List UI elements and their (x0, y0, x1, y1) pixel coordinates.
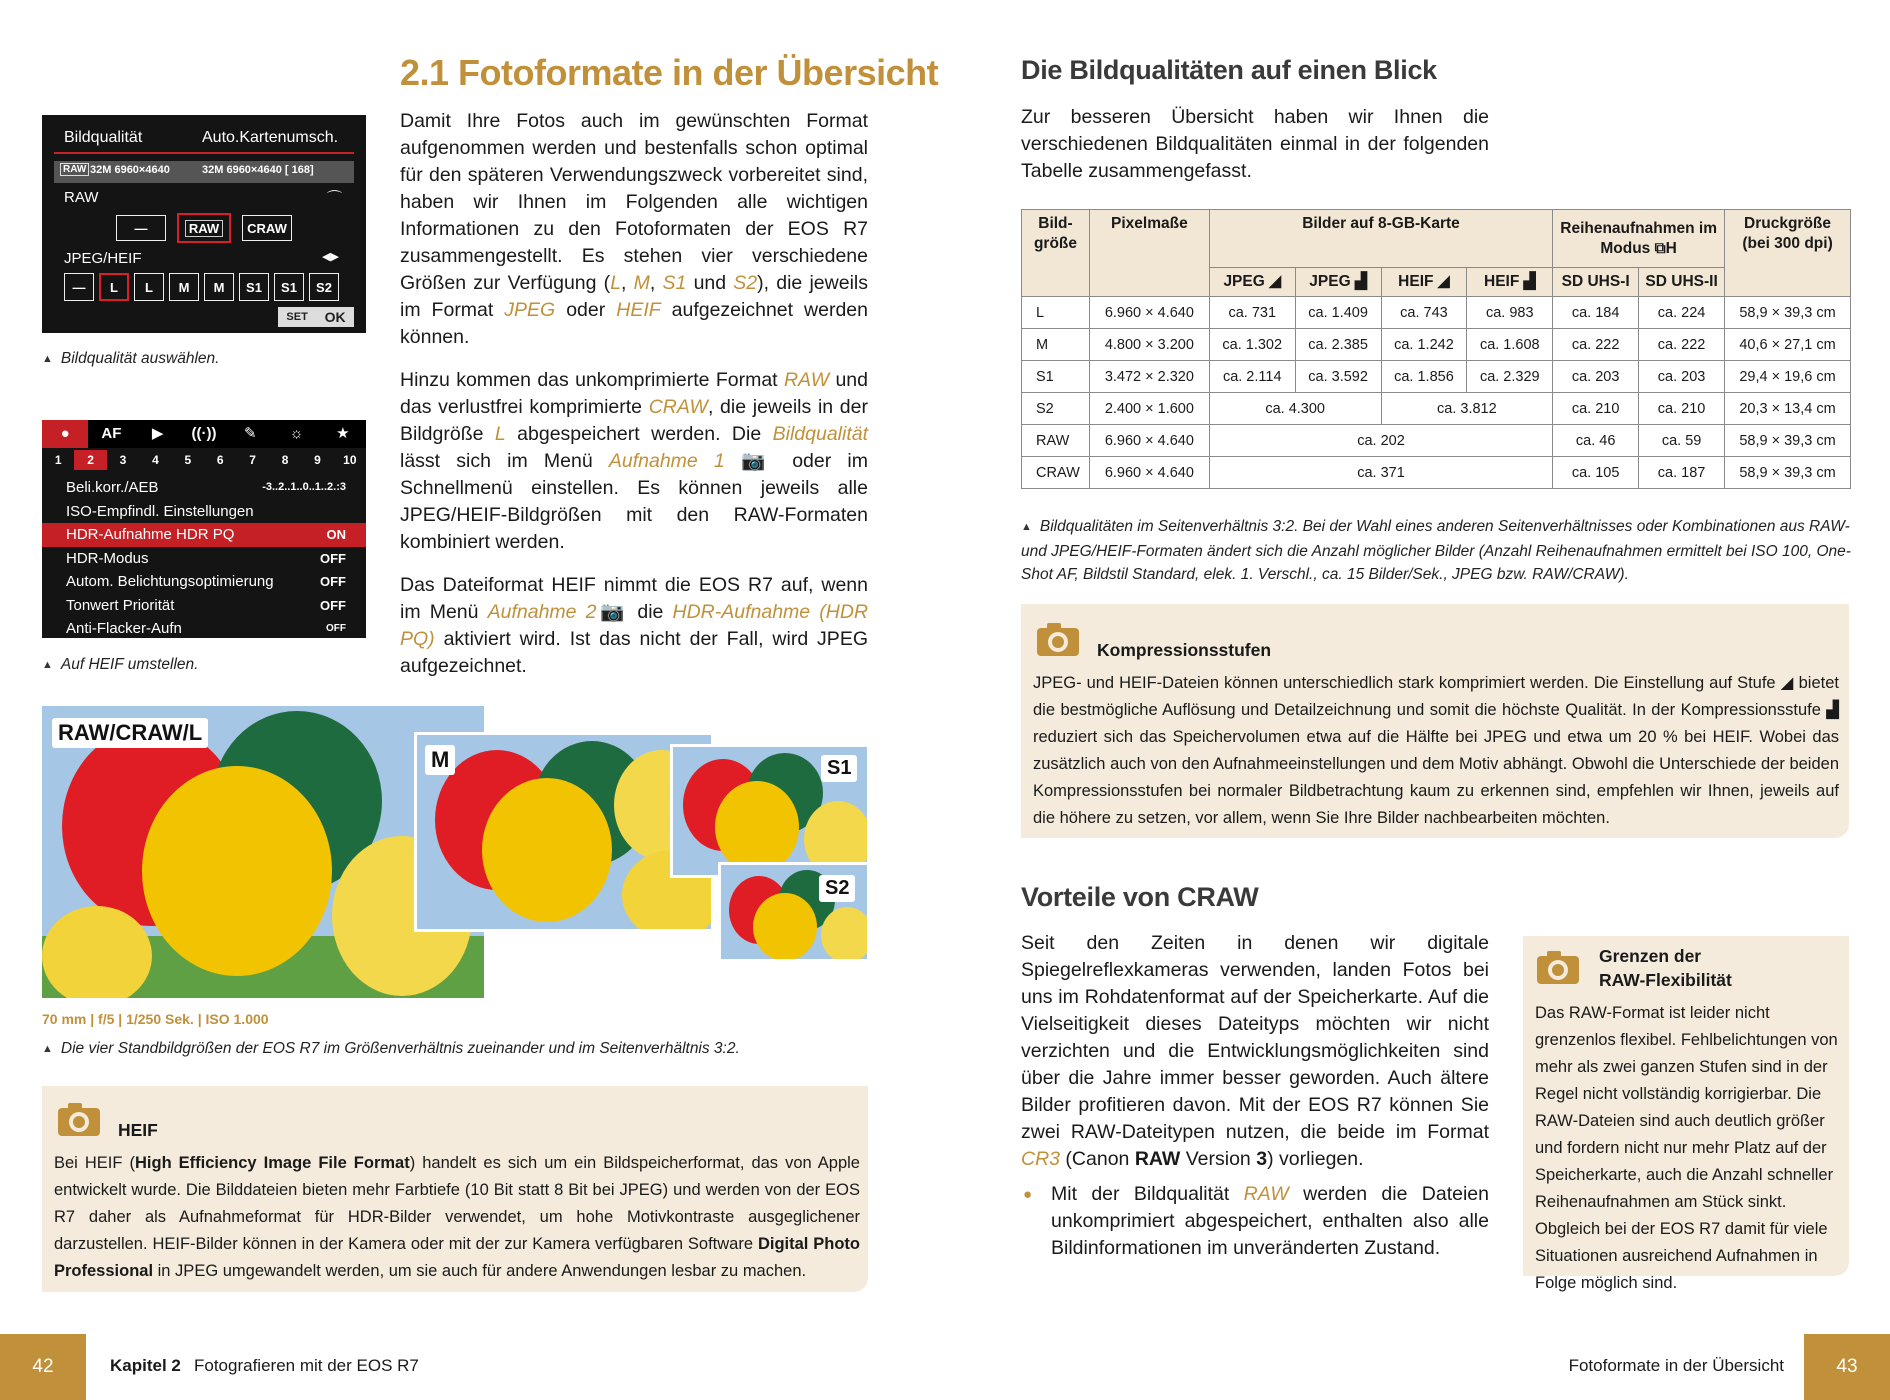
term-s1: S1 (662, 272, 687, 294)
table-cell: ca. 1.302 (1209, 329, 1295, 361)
menu-item-value: -3..2..1..0..1..2.:3 (262, 481, 346, 493)
text: Seit den Zeiten in denen wir digitale Spiegelreflexkameras verwenden, landen Fotos bei uns im Rohdatenformat auf der Speicherkarte. Auf die Vielseitigkeit dieses Dateityps möchten wir nicht verzichten und die Entwicklungsmöglichkeiten sind über die Jahre immer besser geworden. Auch ältere Bilder profitieren davon. Mit der EOS R7 können Sie zwei RAW-Dateitypen nutzen, die beide im Format (1021, 932, 1489, 1143)
text-bold: High Efficiency Image File Format (134, 1154, 410, 1172)
menu-item-value: ON (326, 527, 346, 542)
raw-option-none[interactable]: — (116, 215, 166, 241)
caption-heif: ▲ Auf HEIF umstellen. (42, 656, 198, 674)
paragraph-3 (400, 572, 868, 680)
cam2-menu-list (42, 476, 366, 641)
text-bold: 3 (1256, 1148, 1268, 1170)
quality-table (1021, 209, 1851, 489)
cam2-page[interactable]: 1 (54, 453, 62, 467)
table-cell: ca. 1.242 (1381, 329, 1467, 361)
cam1-label-raw: RAW (64, 189, 99, 206)
table-cell: ca. 2.329 (1467, 361, 1553, 393)
heif-info-box (42, 1086, 868, 1292)
table-cell: ca. 3.812 (1381, 393, 1553, 425)
cam1-info-b: 32M 6960×4640 [ 168] (202, 164, 314, 176)
table-cell: S1 (1022, 361, 1090, 393)
cam2-page[interactable]: 4 (152, 453, 159, 467)
label-s1: S1 (821, 755, 857, 782)
caption-balloons: ▲ Die vier Standbildgrößen der EOS R7 im Größenverhältnis zueinander und im Seitenverhältnis 3:2. (42, 1040, 740, 1058)
cam1-info-raw: RAW (60, 163, 89, 176)
text: ) vorliegen. (1267, 1148, 1364, 1170)
set-ok-button[interactable] (278, 307, 354, 327)
label-m: M (425, 745, 455, 775)
heading-overview: Die Bildqualitäten auf einen Blick (1021, 55, 1437, 85)
camera-icon: 📷 (596, 601, 629, 623)
left-body-text (400, 108, 868, 696)
wireless-tab-icon[interactable]: ((·)) (191, 425, 217, 442)
table-cell: ca. 1.409 (1295, 297, 1381, 329)
camera-tip-icon (56, 1100, 102, 1143)
term-l: L (610, 272, 622, 294)
compression-box-title: Kompressionsstufen (1097, 640, 1272, 660)
term-raw: RAW (1243, 1183, 1289, 1205)
table-caption: ▲ Bildqualitäten im Seitenverhältnis 3:2. Bei der Wahl eines anderen Seitenverhältnisses oder Kombinationen aus RAW- und JPEG/HEIF-Formaten ändert sich die Anzahl möglicher Bilder (Anzahl Reihenaufnahmen ermittelt bei ISO 100, One-Shot AF, Bildstil Standard, elek. 1. Verschl., ca. 15 Bilder/Sek., JPEG bzw. RAW/CRAW). (1021, 515, 1857, 586)
table-row (1022, 297, 1851, 329)
text: oder im Schnellmenü einstellen. Es können jeweils alle JPEG/HEIF-Bildgrößen mit den RAW-Formaten kombiniert werden. (400, 450, 868, 553)
text: lässt sich im Menü (400, 450, 609, 472)
cam1-info-a: 32M 6960×4640 (90, 164, 170, 176)
section-heading: 2.1 Fotoformate in der Übersicht (400, 52, 939, 93)
paragraph-1: Damit Ihre Fotos auch im gewünschten Format aufgenommen werden und bestenfalls schon optimal für den späteren Verwendungszweck vorbereitet sind, haben wir Ihnen im Folgenden alle wichtigen Informationen zu den Fotoformaten der EOS R7 zusammengestellt. Es stehen vier verschiedene Größen zur Verfügung (L, M, S1 und S2), die jeweils im Format JPEG oder HEIF aufgezeichnet werden können. (400, 110, 868, 348)
cam2-page[interactable]: 6 (216, 453, 224, 467)
table-cell: ca. 2.385 (1295, 329, 1381, 361)
table-cell: ca. 187 (1639, 457, 1725, 489)
page-number-left: 42 (0, 1334, 86, 1400)
table-cell: 40,6 × 27,1 cm (1725, 329, 1851, 361)
term-s2: S2 (733, 272, 758, 294)
jpeg-options (64, 273, 339, 301)
footer-section-title: Fotoformate in der Übersicht (1568, 1356, 1784, 1375)
text: und das verlustfrei komprimierte (400, 369, 868, 418)
jpeg-option-s1-normal[interactable]: S1 (274, 273, 304, 301)
intro-text: Zur besseren Übersicht haben wir Ihnen die verschiedenen Bildqualitäten einmal in der folgenden Tabelle zusammengefasst. (1021, 106, 1489, 182)
cam2-page[interactable]: 10 (343, 453, 357, 467)
table-cell: ca. 222 (1553, 329, 1639, 361)
text: und (686, 272, 734, 294)
th-sub: HEIF ▟ (1467, 268, 1553, 297)
menu-item-label: HDR-Modus (66, 549, 149, 567)
menu-item-auto-lighting[interactable] (42, 570, 366, 594)
table-cell: ca. 203 (1553, 361, 1639, 393)
camera-screen-image-quality (42, 115, 366, 333)
table-cell: S2 (1022, 393, 1090, 425)
menu-item-anti-flicker[interactable] (42, 617, 366, 641)
menu-item-label: Autom. Belichtungsoptimierung (66, 573, 274, 590)
limits-box-text: Das RAW-Format ist leider nicht grenzenlos flexibel. Fehlbelichtungen von mehr als zwei ganzen Stufen sind in der Regel nicht vollständig korrigierbar. Die RAW-Dateien sind auch deutlich größer und fordern nicht nur mehr Platz auf der Speicherkarte, auch die Anzahl schneller Reihenaufnahmen am Stück sinkt. Obgleich bei der EOS R7 damit für viele Situationen ausreichend Aufnahmen in Folge möglich sind. (1535, 1004, 1838, 1292)
text: , die jeweils in der Bildgröße (400, 396, 868, 445)
term-cr3: CR3 (1021, 1148, 1061, 1170)
text: ) handelt es sich um ein Bildspeicherformat, das von Apple entwickelt wurde. Die Bilddateien bieten mehr Farbtiefe (10 Bit statt 8 Bit bei JPEG) und werden von der EOS R7 daher als Aufnahmeformat für HDR-Bilder verwendet, um hohe Motivkontraste ausgeglichener darzustellen. HEIF-Bilder können in der Kamera oder mit der zur Kamera verfügbaren Software (54, 1154, 860, 1253)
balloon-size-comparison-image (42, 706, 872, 998)
th-print: Druckgröße (bei 300 dpi) (1725, 210, 1851, 297)
text: Damit Ihre Fotos auch im gewünschten Format aufgenommen werden und bestenfalls schon optimal für den späteren Verwendungszweck vorbereitet sind, haben wir Ihnen im Folgenden alle wichtigen Informationen zu den Fotoformaten der EOS R7 zusammengestellt. Es stehen vier verschiedene Größen zur Verfügung ( (400, 110, 868, 294)
table-cell: 3.472 × 2.320 (1089, 361, 1209, 393)
cam1-title-right: Auto.Kartenumsch. (202, 129, 339, 146)
jpeg-option-l-normal[interactable]: L (134, 273, 164, 301)
jpeg-option-m-fine[interactable]: M (169, 273, 199, 301)
play-tab-icon[interactable]: ▶ (151, 425, 164, 442)
table-cell: 4.800 × 3.200 (1089, 329, 1209, 361)
table-cell: ca. 983 (1467, 297, 1553, 329)
menu-item-hdr-mode[interactable] (42, 547, 366, 571)
menu-item-label: Beli.korr./AEB (66, 479, 159, 496)
menu-item-label: ISO-Empfindl. Einstellungen (66, 502, 254, 520)
term-aufnahme-2: Aufnahme 2 (487, 601, 597, 623)
photo-small-s1 (670, 744, 870, 878)
menu-item-value: OFF (320, 597, 346, 613)
table-cell: 58,9 × 39,3 cm (1725, 457, 1851, 489)
camera-tab-icon[interactable]: ● (42, 420, 88, 448)
table-cell: ca. 371 (1209, 457, 1552, 489)
paragraph-2 (400, 367, 868, 556)
menu-item-exposure-comp[interactable] (42, 476, 366, 500)
quality-table-wrapper (1021, 209, 1851, 489)
term-l: L (494, 423, 506, 445)
term-bildqualitaet: Bildqualität (772, 423, 869, 445)
term-heif: HEIF (616, 299, 661, 321)
menu-item-highlight-priority[interactable] (42, 594, 366, 618)
text: aktiviert wird. Ist das nicht der Fall, wird JPEG aufgezeichnet. (400, 628, 868, 677)
table-cell: ca. 3.592 (1295, 361, 1381, 393)
cam1-divider (54, 152, 354, 154)
set-label: SET (286, 311, 308, 323)
bullet-raw (1051, 1181, 1489, 1262)
footer-chapter-title: Fotografieren mit der EOS R7 (194, 1356, 419, 1375)
text: die (628, 601, 673, 623)
photo-small-s2 (718, 862, 870, 962)
menu-item-value: OFF (320, 574, 346, 589)
raw-option-craw[interactable]: CRAW (242, 215, 292, 241)
table-cell: ca. 210 (1639, 393, 1725, 425)
text: Mit der Bildqualität (1051, 1183, 1244, 1205)
table-cell: 20,3 × 13,4 cm (1725, 393, 1851, 425)
table-cell: CRAW (1022, 457, 1090, 489)
cam1-label-jpeg: JPEG/HEIF (64, 250, 142, 267)
table-cell: 29,4 × 19,6 cm (1725, 361, 1851, 393)
text: Version (1180, 1148, 1257, 1170)
page-number-right: 43 (1804, 1334, 1890, 1400)
photo-medium (414, 732, 714, 932)
craw-text (1021, 930, 1489, 1173)
jpeg-option-m-normal[interactable]: M (204, 273, 234, 301)
th-count: Bilder auf 8-GB-Karte (1209, 210, 1552, 268)
table-row (1022, 361, 1851, 393)
camera-icon: 📷 (740, 450, 777, 472)
cam2-page[interactable]: 8 (281, 453, 289, 467)
ok-label: OK (324, 309, 346, 325)
menu-item-value: OFF (326, 623, 346, 634)
table-cell: ca. 184 (1553, 297, 1639, 329)
table-cell: 58,9 × 39,3 cm (1725, 425, 1851, 457)
table-cell: ca. 731 (1209, 297, 1295, 329)
label-raw-craw-l: RAW/CRAW/L (52, 718, 208, 748)
th-sub: SD UHS-II (1639, 268, 1725, 297)
table-cell: 2.400 × 1.600 (1089, 393, 1209, 425)
table-cell: ca. 743 (1381, 297, 1467, 329)
table-row (1022, 329, 1851, 361)
table-cell: ca. 224 (1639, 297, 1725, 329)
heif-box-text (54, 1150, 860, 1285)
table-cell: ca. 59 (1639, 425, 1725, 457)
jpeg-option-none[interactable]: — (64, 273, 94, 301)
text: Das Dateiformat HEIF nimmt die EOS R7 auf, wenn im Menü (400, 574, 868, 623)
cam2-page[interactable]: 5 (184, 453, 192, 467)
th-pixels: Pixelmaße (1089, 210, 1209, 297)
table-cell: ca. 1.856 (1381, 361, 1467, 393)
label-s2: S2 (819, 875, 855, 902)
jpeg-option-s2[interactable]: S2 (309, 273, 339, 301)
table-row (1022, 393, 1851, 425)
camera-tip-icon (1035, 620, 1081, 663)
table-cell: M (1022, 329, 1090, 361)
th-sub: HEIF ◢ (1381, 268, 1467, 297)
table-row (1022, 425, 1851, 457)
limits-box-title-2: RAW-Flexibilität (1599, 970, 1732, 990)
text-bold: Digital Photo Professional (54, 1235, 860, 1280)
table-row (1022, 457, 1851, 489)
text-bold: RAW (1134, 1148, 1181, 1170)
compression-info-box (1021, 604, 1849, 838)
caption-image-quality: ▲ Bildqualität auswählen. (42, 350, 219, 368)
camera-tip-icon (1535, 948, 1581, 991)
text: oder (555, 299, 617, 321)
text: ), die jeweils im Format (400, 272, 868, 321)
th-sub: JPEG ▟ (1295, 268, 1381, 297)
term-jpeg: JPEG (504, 299, 556, 321)
custom-tab-icon[interactable]: ☼ (289, 425, 304, 442)
jpeg-option-s1-fine[interactable]: S1 (239, 273, 269, 301)
menu-item-iso[interactable] (42, 500, 366, 524)
footer-chapter-label: Kapitel 2 (110, 1356, 181, 1375)
table-cell: 58,9 × 39,3 cm (1725, 297, 1851, 329)
table-cell: 6.960 × 4.640 (1089, 425, 1209, 457)
text: werden die Dateien unkomprimiert abgespeichert, enthalten also alle Bildinformationen im unveränderten Zustand. (1051, 1183, 1489, 1259)
arrows-icon: ◀▶ (322, 251, 339, 263)
cam1-title: Bildqualität (64, 129, 143, 146)
table-cell: 6.960 × 4.640 (1089, 297, 1209, 329)
term-raw: RAW (783, 369, 830, 391)
th-series: Reihenaufnahmen im Modus ⧉H (1553, 210, 1725, 268)
text: Hinzu kommen das unkomprimierte Format (400, 369, 784, 391)
star-tab-icon[interactable]: ★ (336, 425, 350, 442)
cam2-page[interactable]: 2 (74, 450, 106, 470)
table-cell: ca. 222 (1639, 329, 1725, 361)
table-cell: ca. 46 (1553, 425, 1639, 457)
table-cell: ca. 1.608 (1467, 329, 1553, 361)
term-m: M (633, 272, 650, 294)
photo-exif: 70 mm | f/5 | 1/250 Sek. | ISO 1.000 (42, 1011, 269, 1027)
compression-box-text: JPEG- und HEIF-Dateien können unterschiedlich stark komprimiert werden. Die Einstellung auf Stufe ◢ bietet die bestmögliche Auflösung und Detailzeichnung und somit die höchste Qualität. In der Kompressionsstufe ▟ reduziert sich das Speichervolumen etwa auf die Hälfte bei JPEG und etwa um 20 % bei HEIF. Wobei das zusätzlich auch von den Aufnahmeeinstellungen und dem Motiv abhängt. Obwohl die Unterschiede der beiden Kompressionsstufen bei normaler Bildbetrachtung kaum zu erkennen sind, empfehlen wir Ihnen, jeweils auf die höhere zu setzen, vor allem, wenn Sie Ihre Bilder nachbearbeiten möchten. (1033, 674, 1839, 827)
heif-box-title: HEIF (118, 1120, 158, 1140)
heading-craw: Vorteile von CRAW (1021, 882, 1259, 912)
cam2-page[interactable]: 9 (314, 453, 321, 467)
table-cell: ca. 2.114 (1209, 361, 1295, 393)
text: Bei HEIF ( (54, 1154, 135, 1172)
table-cell: 6.960 × 4.640 (1089, 457, 1209, 489)
menu-item-hdr-recording[interactable] (42, 523, 366, 547)
limits-box-title-1: Grenzen der (1599, 946, 1702, 966)
raw-option-raw-label: RAW (185, 220, 223, 237)
menu-item-label: Tonwert Priorität (66, 596, 175, 614)
table-cell: ca. 210 (1553, 393, 1639, 425)
raw-limits-box (1523, 936, 1849, 1292)
menu-item-label: HDR-Aufnahme HDR PQ (66, 526, 235, 543)
term-hdr-aufnahme: HDR-Aufnahme (HDR PQ) (400, 601, 869, 650)
jpeg-option-l-fine[interactable]: L (99, 273, 129, 301)
term-craw: CRAW (648, 396, 708, 418)
term-aufnahme-1: Aufnahme 1 (608, 450, 725, 472)
dial-icon: ⌒ (327, 190, 343, 207)
table-cell: ca. 105 (1553, 457, 1639, 489)
text: in JPEG umgewandelt werden, um sie auch für andere Anwendungen lesbar zu machen. (153, 1262, 807, 1280)
cam2-tab-bar (42, 420, 366, 448)
raw-option-raw[interactable] (177, 213, 231, 243)
tools-tab-icon[interactable]: ✎ (243, 425, 257, 442)
camera-screen-hdr-menu (42, 420, 366, 638)
table-cell: ca. 4.300 (1209, 393, 1381, 425)
table-cell: ca. 203 (1639, 361, 1725, 393)
th-sub: JPEG ◢ (1209, 268, 1295, 297)
table-cell: ca. 202 (1209, 425, 1552, 457)
th-size: Bild- größe (1022, 210, 1090, 297)
text: abgespeichert werden. Die (505, 423, 773, 445)
text: aufgezeichnet werden können. (400, 299, 868, 348)
table-cell: L (1022, 297, 1090, 329)
cam2-page[interactable]: 7 (249, 453, 256, 467)
menu-item-value: OFF (320, 550, 346, 566)
cam2-page-numbers (42, 450, 366, 470)
af-tab[interactable]: AF (101, 425, 122, 442)
menu-item-label: Anti-Flacker-Aufn (66, 620, 182, 637)
cam2-page[interactable]: 3 (119, 453, 127, 467)
table-cell: RAW (1022, 425, 1090, 457)
th-sub: SD UHS-I (1553, 268, 1639, 297)
text: (Canon (1060, 1148, 1135, 1170)
